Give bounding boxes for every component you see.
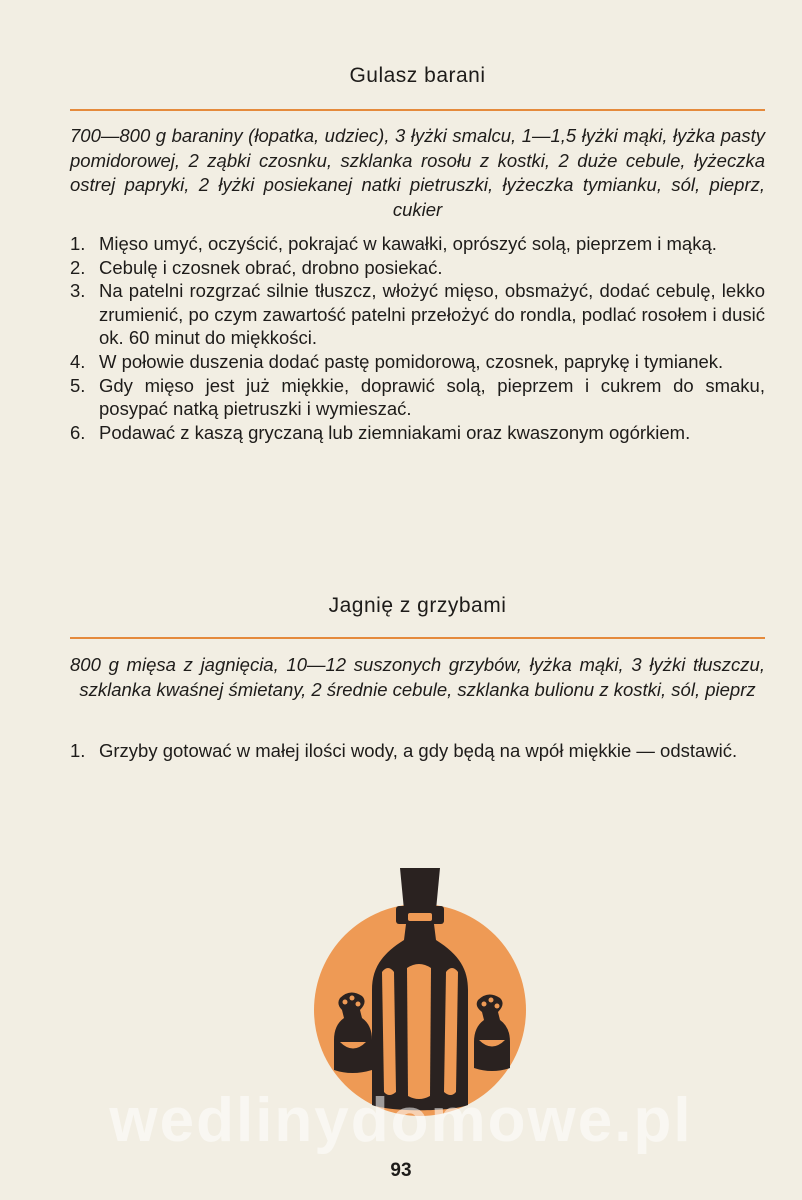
step-number: 1. (70, 740, 86, 761)
step-text: W połowie duszenia dodać pastę pomidorową, czosnek, paprykę i tymianek. (99, 350, 724, 372)
step-text: Mięso umyć, oczyścić, pokrajać w kawałki, oprószyć solą, pieprzem i mąką. (99, 233, 717, 254)
step-item (70, 421, 765, 445)
step-item (70, 350, 765, 374)
step-number: 5. (70, 374, 86, 396)
title-underline (70, 637, 765, 639)
step-number: 3. (70, 280, 86, 302)
recipe-title-jagnie: Jagnię z grzybami (328, 594, 507, 617)
step-item (70, 279, 765, 350)
step-text: Cebulę i czosnek obrać, drobno posiekać. (99, 256, 443, 278)
step-item (70, 232, 765, 256)
step-number: 4. (70, 350, 86, 372)
step-text: Gdy mięso jest już miękkie, doprawić solą, pieprzem i cukrem do smaku, posypać natką pietruszki i wymieszać. (99, 374, 765, 420)
watermark: wedlinydomowe.pl (109, 1086, 693, 1155)
step-number: 1. (70, 233, 86, 254)
page-number: 93 (390, 1160, 412, 1181)
ingredients-gulasz: 700—800 g baraniny (łopatka, udziec), 3 łyżki smalcu, 1—1,5 łyżki mąki, łyżka pasty pomidorowej, 2 ząbki czosnku, szklanka rosołu z kostki, 2 duże cebule, łyżeczka ostrej papryki, 2 łyżki posiekanej natki pietruszki, łyżeczka tymianku, sól, pieprz, cukier (70, 125, 765, 220)
step-item (70, 739, 765, 763)
recipe-title-gulasz: Gulasz barani (349, 64, 486, 87)
step-text: Grzyby gotować w małej ilości wody, a gdy będą na wpół miękkie — odstawić. (99, 740, 738, 761)
step-number: 2. (70, 256, 86, 278)
step-text: Podawać z kaszą gryczaną lub ziemniakami oraz kwaszonym ogórkiem. (99, 421, 691, 443)
step-item (70, 256, 765, 280)
ingredients-jagnie: 800 g mięsa z jagnięcia, 10—12 suszonych grzybów, łyżka mąki, 3 łyżki tłuszczu, szklanka kwaśnej śmietany, 2 średnie cebule, szklanka bulionu z kostki, sól, pieprz (70, 654, 765, 700)
title-underline (70, 109, 765, 111)
step-number: 6. (70, 421, 86, 443)
step-text: Na patelni rozgrzać silnie tłuszcz, włożyć mięso, obsmażyć, dodać cebulę, lekko zrumienić, po czym zawartość patelni przełożyć do rondla, podlać rosołem i dusić ok. 60 minut do miękkości. (99, 280, 765, 349)
steps-jagnie (70, 739, 765, 763)
steps-gulasz (70, 232, 765, 444)
step-item (70, 374, 765, 421)
